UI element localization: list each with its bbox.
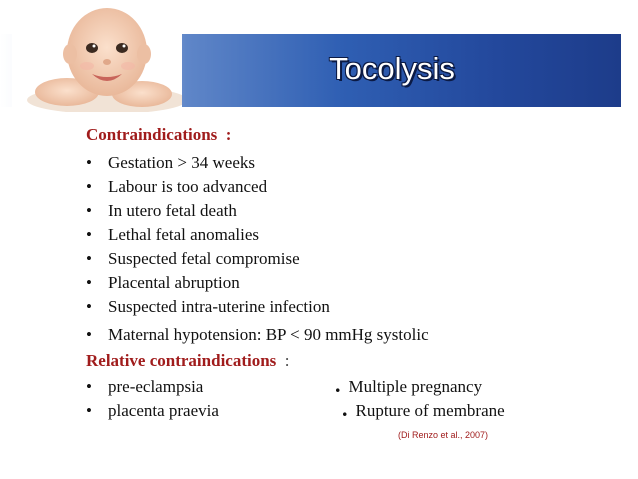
list-item-text: Multiple pregnancy <box>348 377 483 396</box>
list-item-text: Suspected intra-uterine infection <box>108 297 330 316</box>
bullet: • <box>86 177 92 196</box>
contraindications-heading-text: Contraindications <box>86 125 218 144</box>
list-item-text: In utero fetal death <box>108 201 237 220</box>
list-item <box>86 224 259 246</box>
contraindications-heading <box>86 124 231 146</box>
list-item-text: pre-eclampsia <box>108 377 204 396</box>
list-item <box>86 400 219 422</box>
list-item-text: Maternal hypotension: BP < 90 mmHg systolic <box>108 325 429 344</box>
slide-title: Tocolysis <box>329 51 455 86</box>
list-item <box>86 200 237 222</box>
list-item-text: Suspected fetal compromise <box>108 249 300 268</box>
list-item-text: Labour is too advanced <box>108 177 268 196</box>
separator-dot: . <box>342 396 348 421</box>
list-item-text: Placental abruption <box>108 273 240 292</box>
bullet: • <box>86 273 92 292</box>
list-item-text: placenta praevia <box>108 401 219 420</box>
bullet: • <box>86 201 92 220</box>
list-item <box>86 152 255 174</box>
list-item <box>335 374 482 398</box>
list-item-text: Gestation > 34 weeks <box>108 153 255 172</box>
bullet: • <box>86 325 92 344</box>
list-item <box>86 248 300 270</box>
bullet: • <box>86 377 92 396</box>
list-item-text: Rupture of membrane <box>355 401 505 420</box>
bullet: • <box>86 401 92 420</box>
baby-photo <box>12 0 182 112</box>
list-item <box>86 272 240 294</box>
list-item <box>342 398 505 422</box>
relative-contraindications-heading <box>86 350 290 372</box>
citation: (Di Renzo et al., 2007) <box>398 430 489 440</box>
relative-heading-text: Relative contraindications <box>86 351 277 370</box>
relative-colon: : <box>284 351 290 370</box>
list-item <box>86 324 429 346</box>
bullet: • <box>86 249 92 268</box>
bullet: • <box>86 225 92 244</box>
list-item <box>86 376 203 398</box>
contraindications-colon: : <box>225 125 232 144</box>
list-item <box>86 296 330 318</box>
list-item-text: Lethal fetal anomalies <box>108 225 260 244</box>
bullet: • <box>86 153 92 172</box>
list-item <box>86 176 267 198</box>
bullet: • <box>86 297 92 316</box>
separator-dot: . <box>335 372 341 397</box>
